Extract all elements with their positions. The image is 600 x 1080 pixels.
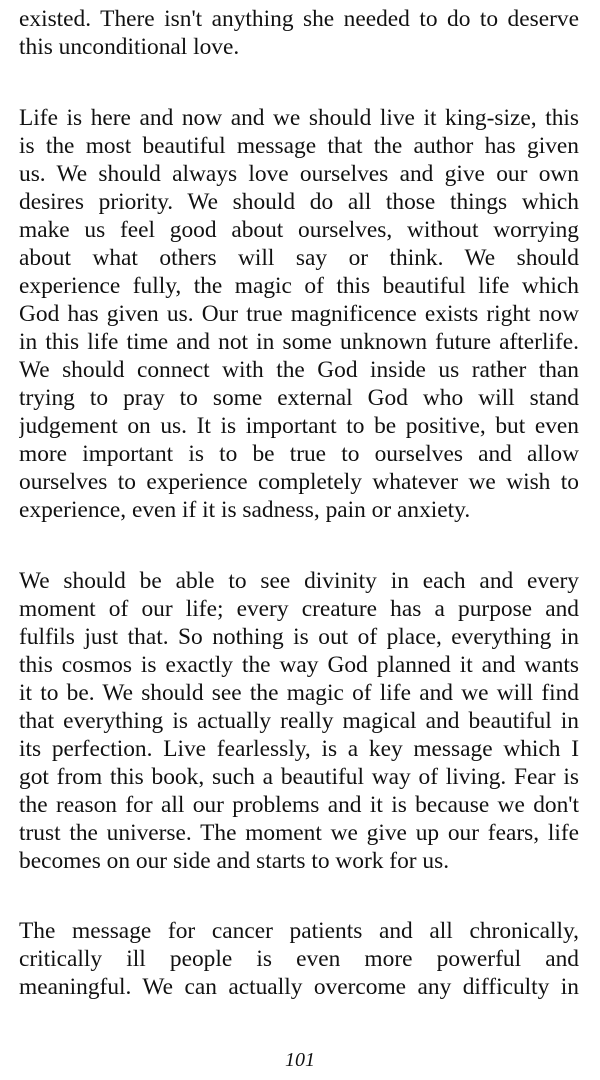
text-line: in this life time and not in some unknown future afterlife. [19,329,579,355]
text-line: that everything is actually really magical and beautiful in [19,708,579,734]
text-line: experience fully, the magic of this beautiful life which [19,273,579,299]
text-line: becomes on our side and starts to work for us. [19,848,450,874]
text-line: this cosmos is exactly the way God planned it and wants [19,652,579,678]
text-line: the reason for all our problems and it is because we don't [19,792,579,818]
text-line: experience, even if it is sadness, pain or anxiety. [19,497,471,523]
text-line: fulfils just that. So nothing is out of place, everything in [19,624,579,650]
text-line: We should connect with the God inside us rather than [19,357,579,383]
text-line: got from this book, such a beautiful way of living. Fear is [19,764,579,790]
text-line: The message for cancer patients and all chronically, [19,918,579,944]
text-line: We should be able to see divinity in each and every [19,568,579,594]
text-line: make us feel good about ourselves, without worrying [19,217,579,243]
text-line: us. We should always love ourselves and give our own [19,161,579,187]
text-line: about what others will say or think. We should [19,245,579,271]
text-line: judgement on us. It is important to be positive, but even [19,413,579,439]
text-line: trying to pray to some external God who will stand [19,385,579,411]
text-line: this unconditional love. [19,34,240,60]
text-line: is the most beautiful message that the author has given [19,133,579,159]
text-line: desires priority. We should do all those things which [19,189,579,215]
page-number: 101 [285,1049,315,1071]
text-line: it to be. We should see the magic of life and we will find [19,680,579,706]
text-line: its perfection. Live fearlessly, is a key message which I [19,736,579,762]
text-line: ourselves to experience completely whatever we wish to [19,469,579,495]
text-line: trust the universe. The moment we give up our fears, life [19,820,579,846]
text-line: Life is here and now and we should live it king-size, this [19,105,579,131]
text-line: meaningful. We can actually overcome any difficulty in [19,974,579,1000]
text-line: critically ill people is even more powerful and [19,946,579,972]
text-line: more important is to be true to ourselves and allow [19,441,579,467]
text-line: existed. There isn't anything she needed to do to deserve [19,6,579,32]
text-line: moment of our life; every creature has a purpose and [19,596,579,622]
text-line: God has given us. Our true magnificence exists right now [19,301,579,327]
